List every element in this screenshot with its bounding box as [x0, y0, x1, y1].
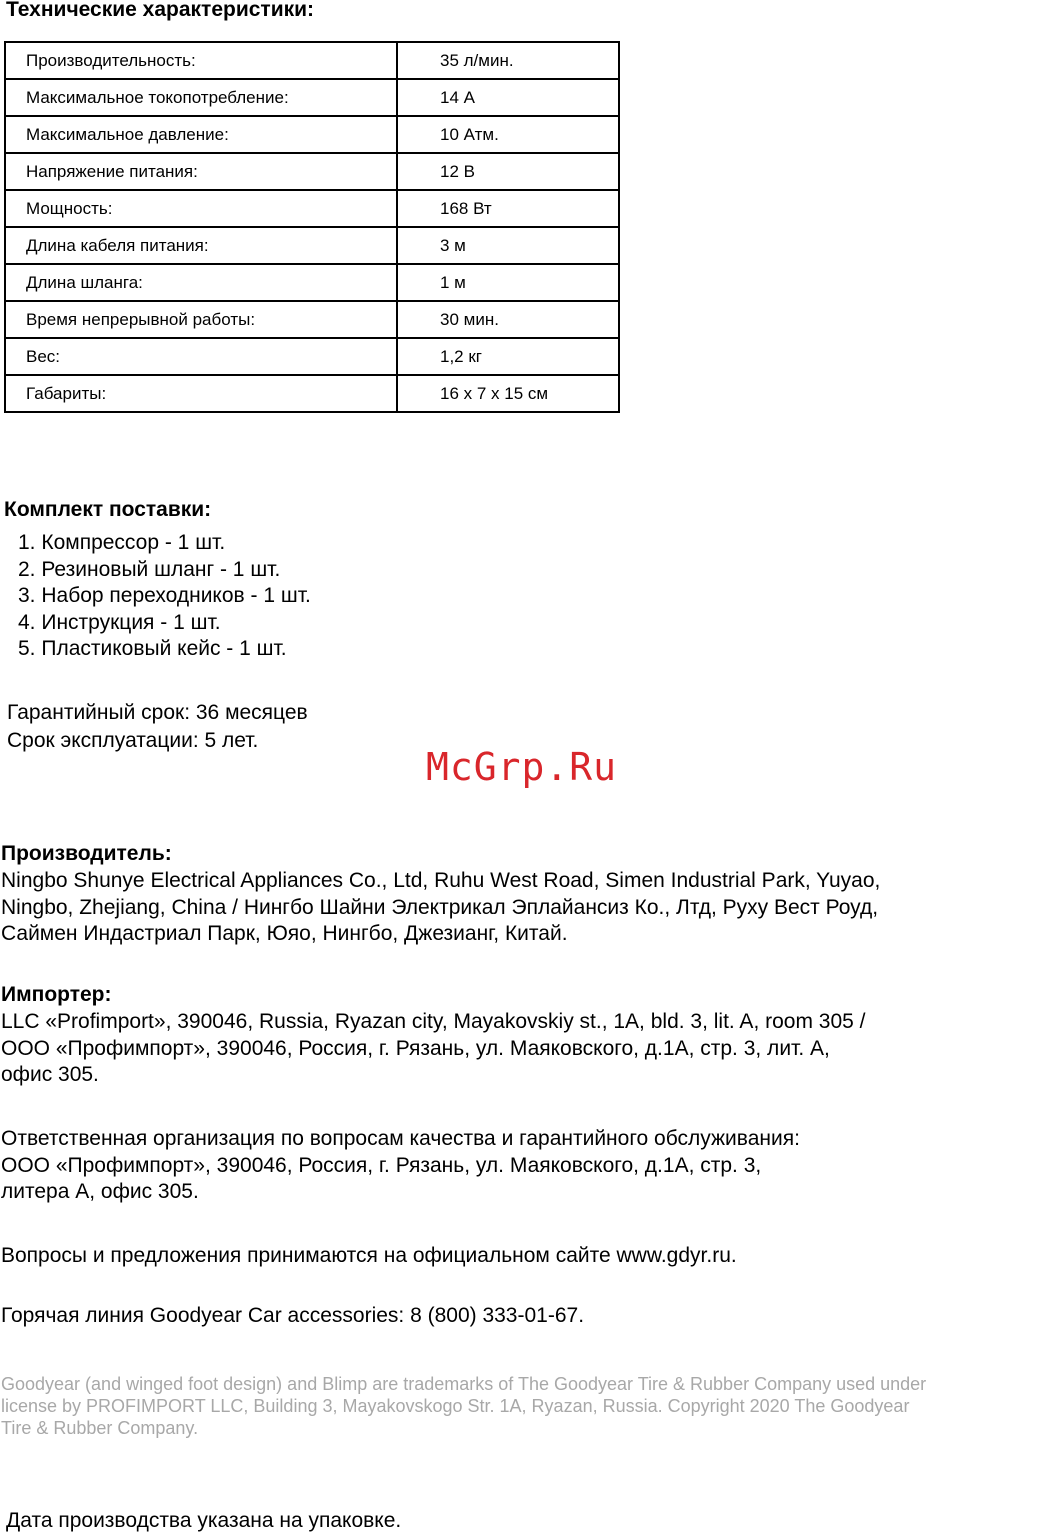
table-row [5, 375, 619, 412]
spec-value: 3 м [397, 227, 619, 264]
importer-address [1, 1009, 1031, 1089]
text-line: Ответственная организация по вопросам качества и гарантийного обслуживания: [1, 1127, 800, 1150]
list-item: 5. Пластиковый кейс - 1 шт. [18, 637, 287, 660]
spec-label: Время непрерывной работы: [5, 301, 397, 338]
watermark: McGrp.Ru [426, 745, 618, 789]
spec-label: Напряжение питания: [5, 153, 397, 190]
address-line: Саймен Индастриал Парк, Юяо, Нингбо, Джезианг, Китай. [1, 922, 568, 945]
spec-value: 16 х 7 х 15 см [397, 375, 619, 412]
table-row [5, 79, 619, 116]
table-row [5, 227, 619, 264]
questions-note: Вопросы и предложения принимаются на официальном сайте www.gdyr.ru. [1, 1244, 737, 1267]
kit-list [18, 530, 311, 663]
production-date-note: Дата производства указана на упаковке. [6, 1509, 402, 1532]
service-life: Срок эксплуатации: 5 лет. [7, 729, 259, 752]
spec-label: Мощность: [5, 190, 397, 227]
kit-title: Комплект поставки: [4, 498, 212, 521]
list-item: 2. Резиновый шланг - 1 шт. [18, 557, 281, 581]
spec-value: 35 л/мин. [397, 42, 619, 79]
spec-label: Максимальное давление: [5, 116, 397, 153]
text-line: литера А, офис 305. [1, 1180, 199, 1203]
spec-label: Длина шланга: [5, 264, 397, 301]
specs-table [4, 41, 620, 413]
warranty-term: Гарантийный срок: 36 месяцев [7, 701, 308, 724]
spec-label: Вес: [5, 338, 397, 375]
warranty-block [7, 699, 308, 755]
list-item: 4. Инструкция - 1 шт. [18, 610, 221, 634]
address-line: ООО «Профимпорт», 390046, Россия, г. Рязань, ул. Маяковского, д.1А, стр. 3, лит. А, [1, 1036, 830, 1060]
table-row [5, 301, 619, 338]
text-line: Goodyear (and winged foot design) and Blimp are trademarks of The Goodyear Tire & Rubber Company used under [1, 1374, 927, 1394]
spec-value: 1 м [397, 264, 619, 301]
table-row [5, 338, 619, 375]
manufacturer-title: Производитель: [1, 842, 172, 865]
list-item: 1. Компрессор - 1 шт. [18, 531, 226, 554]
manufacturer-address [1, 868, 1031, 948]
spec-label: Габариты: [5, 375, 397, 412]
table-row [5, 42, 619, 79]
spec-label: Длина кабеля питания: [5, 227, 397, 264]
address-line: LLC «Profimport», 390046, Russia, Ryazan city, Mayakovskiy st., 1A, bld. 3, lit. A, room 305 / [1, 1010, 866, 1033]
table-row [5, 264, 619, 301]
table-row [5, 190, 619, 227]
spec-value: 12 В [397, 153, 619, 190]
spec-value: 14 А [397, 79, 619, 116]
table-row [5, 116, 619, 153]
specs-title: Технические характеристики: [6, 0, 315, 21]
spec-label: Производительность: [5, 42, 397, 79]
list-item: 3. Набор переходников - 1 шт. [18, 584, 311, 607]
importer-title: Импортер: [1, 983, 112, 1006]
spec-value: 30 мин. [397, 301, 619, 338]
copyright-notice [1, 1373, 1037, 1439]
spec-value: 1,2 кг [397, 338, 619, 375]
address-line: офис 305. [1, 1063, 99, 1086]
spec-label: Максимальное токопотребление: [5, 79, 397, 116]
text-line: license by PROFIMPORT LLC, Building 3, Mayakovskogo Str. 1A, Ryazan, Russia. Copyright 2020 The Goodyear [1, 1396, 910, 1416]
text-line: Tire & Rubber Company. [1, 1418, 199, 1438]
spec-value: 10 Атм. [397, 116, 619, 153]
address-line: Ningbo, Zhejiang, China / Нингбо Шайни Электрикал Эплайансиз Ко., Лтд, Руху Вест Роуд, [1, 895, 879, 919]
text-line: ООО «Профимпорт», 390046, Россия, г. Рязань, ул. Маяковского, д.1А, стр. 3, [1, 1153, 762, 1177]
table-row [5, 153, 619, 190]
hotline-note: Горячая линия Goodyear Car accessories: 8 (800) 333-01-67. [1, 1304, 585, 1327]
spec-value: 168 Вт [397, 190, 619, 227]
address-line: Ningbo Shunye Electrical Appliances Co., Ltd, Ruhu West Road, Simen Industrial Park, Yuyao, [1, 869, 881, 892]
responsible-organization [1, 1126, 1031, 1206]
